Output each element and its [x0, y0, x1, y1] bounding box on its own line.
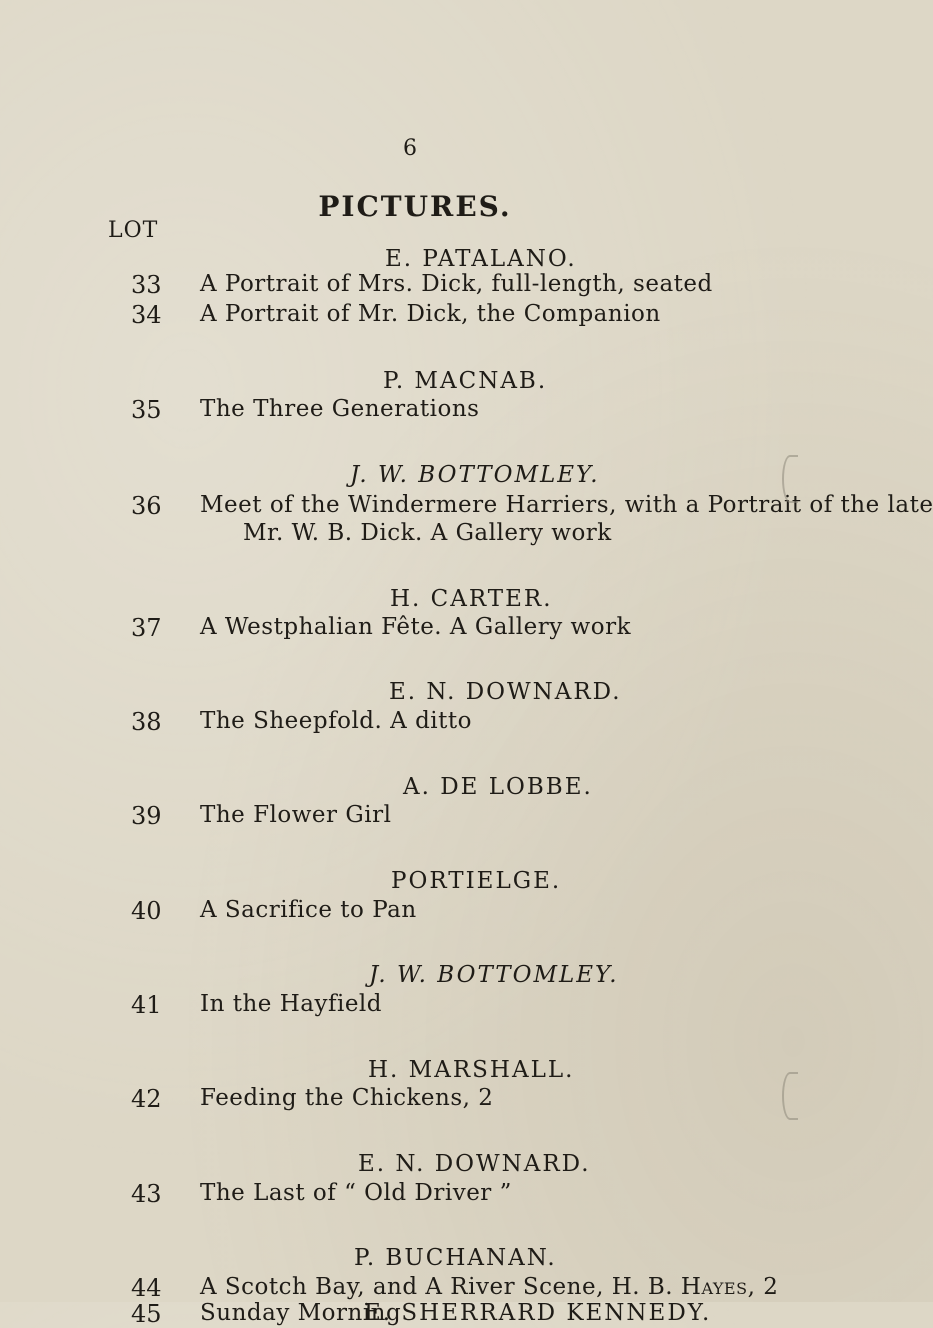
lot-description-tail: , 2: [747, 1274, 779, 1300]
lot-number: 43: [131, 1180, 162, 1208]
lot-description: Meet of the Windermere Harriers, with a Portrait of the late: [200, 492, 933, 518]
page-number: 6: [403, 136, 417, 161]
lot-description: [200, 1274, 778, 1300]
lot-description: Sunday Morning: [200, 1300, 402, 1326]
binding-mark: [782, 455, 798, 503]
artist-heading: J. W. BOTTOMLEY.: [369, 962, 619, 988]
artist-heading: P. BUCHANAN.: [354, 1245, 557, 1271]
lot-number: 33: [131, 271, 162, 299]
lot-description-continued: Mr. W. B. Dick. A Gallery work: [243, 520, 612, 546]
lot-number: 42: [131, 1085, 162, 1113]
artist-heading: H. MARSHALL.: [368, 1057, 575, 1083]
artist-heading: H. CARTER.: [390, 586, 553, 612]
lot-number: 38: [131, 708, 162, 736]
lot-number: 35: [131, 396, 162, 424]
lot-description-text: A Scotch Bay, and A River Scene, H. B.: [200, 1274, 674, 1300]
artist-heading: PORTIELGE.: [391, 868, 562, 894]
lot-description: A Sacrifice to Pan: [200, 897, 417, 923]
artist-heading: E. N. DOWNARD.: [358, 1151, 591, 1177]
lot-description: The Last of “ Old Driver ”: [200, 1180, 512, 1206]
lot-description: Feeding the Chickens, 2: [200, 1085, 494, 1111]
lot-number: 41: [131, 991, 162, 1019]
artist-heading: E. N. DOWNARD.: [389, 679, 622, 705]
section-title: PICTURES.: [318, 190, 512, 223]
artist-heading: A. DE LOBBE.: [403, 774, 593, 800]
lot-description: A Westphalian Fête. A Gallery work: [200, 614, 632, 640]
lot-description: The Sheepfold. A ditto: [200, 708, 472, 734]
lot-description: In the Hayfield: [200, 991, 383, 1017]
lot-number: 40: [131, 897, 162, 925]
artist-heading: E. SHERRARD KENNEDY.: [364, 1300, 712, 1326]
lot-description: A Portrait of Mrs. Dick, full-length, seated: [200, 271, 713, 297]
lot-column-header: LOT: [108, 218, 159, 243]
artist-heading: E. PATALANO.: [385, 246, 577, 272]
lot-description: The Flower Girl: [200, 802, 392, 828]
lot-number: 44: [131, 1274, 162, 1302]
lot-description: A Portrait of Mr. Dick, the Companion: [200, 301, 661, 327]
lot-number: 45: [131, 1300, 162, 1328]
binding-mark: [782, 1072, 798, 1120]
lot-number: 39: [131, 802, 162, 830]
lot-description: The Three Generations: [200, 396, 480, 422]
lot-description-name: Hayes: [680, 1274, 748, 1300]
lot-number: 34: [131, 301, 162, 329]
lot-number: 37: [131, 614, 162, 642]
artist-heading: P. MACNAB.: [383, 368, 548, 394]
lot-number: 36: [131, 492, 162, 520]
artist-heading: J. W. BOTTOMLEY.: [350, 462, 600, 488]
